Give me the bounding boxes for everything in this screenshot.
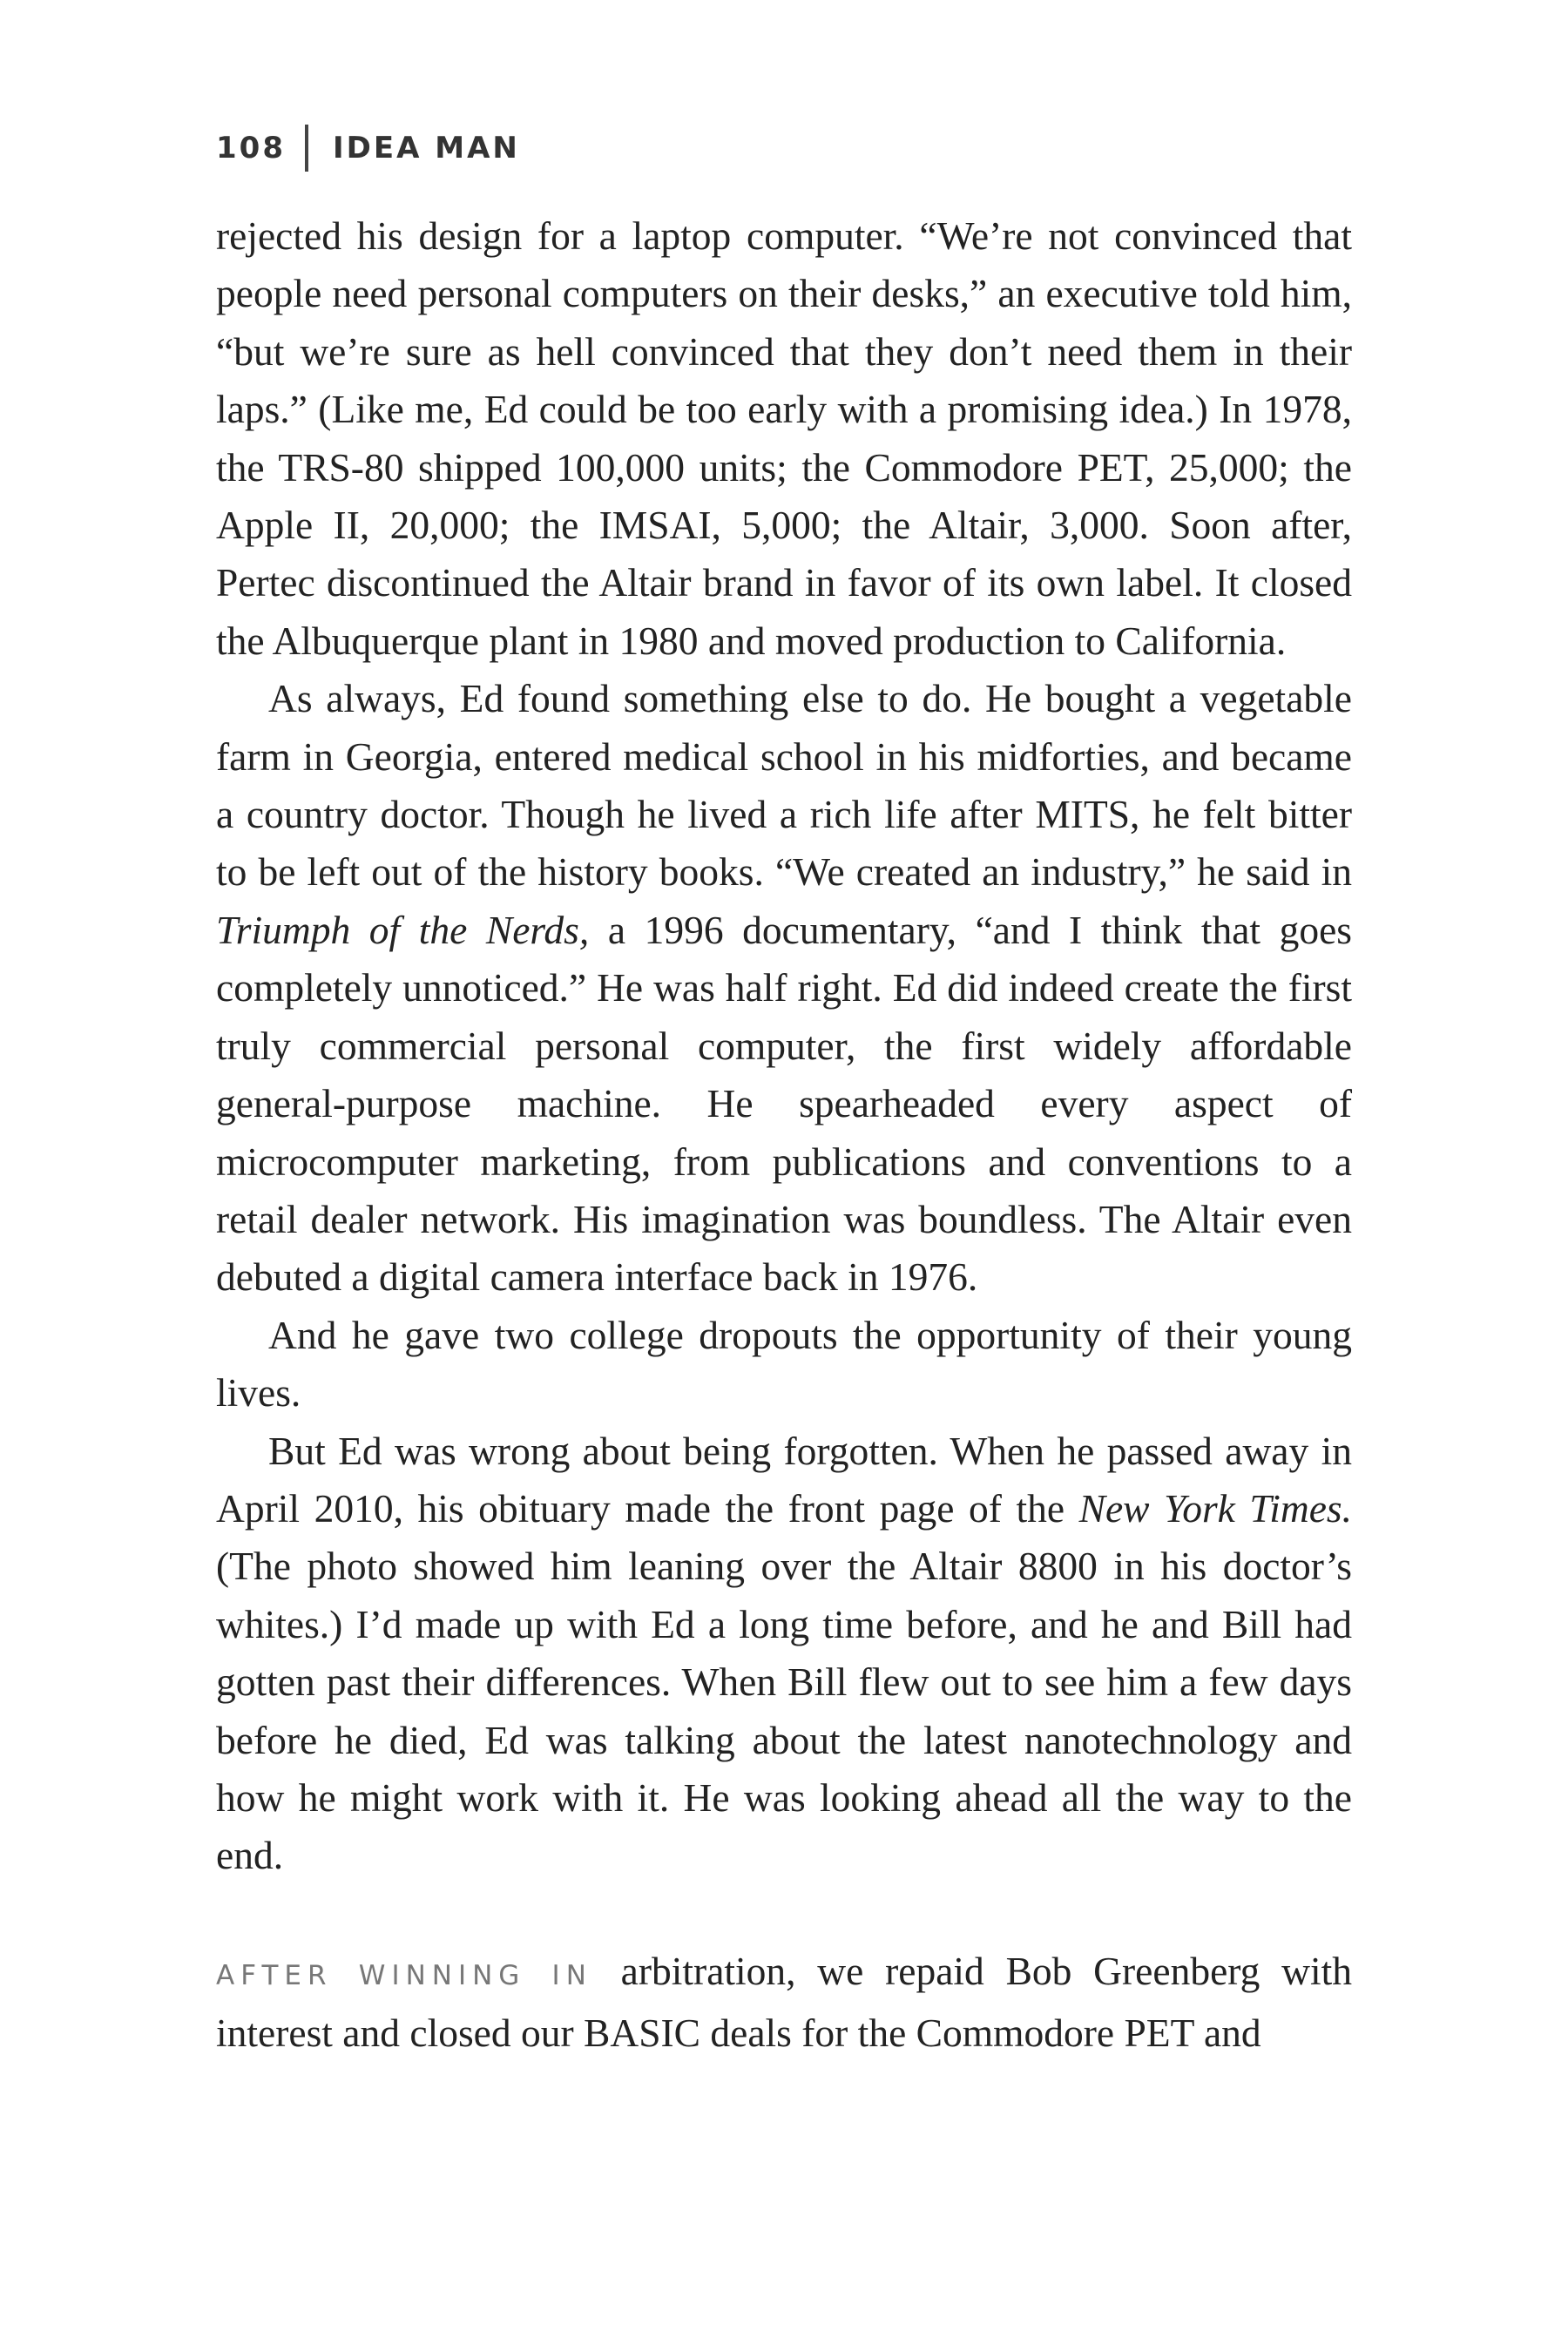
newspaper-title: New York Times. xyxy=(1078,1485,1352,1531)
header-divider xyxy=(305,125,308,172)
paragraph-4-text-b: (The photo showed him leaning over the Altair 8800 in his doctor’s whites.) I’d made up with Ed a long time before, and he and Bill had gotten past their differences. When Bill flew out to see him a few days before he died, Ed was talking about the latest nanotechnology and how he might work with it. He was looking ahead all the way to the end. xyxy=(216,1544,1352,1878)
paragraph-2 xyxy=(216,670,1352,1306)
page-number: 108 xyxy=(216,131,286,166)
section-lead-in: AFTER WINNING IN xyxy=(216,1959,592,1991)
paragraph-4 xyxy=(216,1423,1352,1885)
body-text xyxy=(216,207,1352,2063)
film-title: Triumph of the Nerds, xyxy=(216,907,590,952)
paragraph-2-text-a: As always, Ed found something else to do. He bought a vegetable farm in Georgia, entered medical school in his midforties, and became a country doctor. Though he lived a rich life after MITS, he felt bitter to be left out of the history books. “We created an industry,” he said in xyxy=(216,676,1352,895)
paragraph-1-text: rejected his design for a laptop computer. “We’re not convinced that people need personal computers on their desks,” an executive told him, “but we’re sure as hell convinced that they don’t need them in their laps.” (Like me, Ed could be too early with a promising idea.) In 1978, the TRS-80 shipped 100,000 units; the Commodore PET, 25,000; the Apple II, 20,000; the IMSAI, 5,000; the Altair, 3,000. Soon after, Pertec discontinued the Altair brand in favor of its own label. It closed the Albuquerque plant in 1980 and moved production to California. xyxy=(216,213,1352,663)
paragraph-1 xyxy=(216,207,1352,670)
paragraph-2-text-b: a 1996 documentary, “and I think that goes completely unnoticed.” He was half right. Ed did indeed create the first truly commercial personal computer, the first widely affordable general-purpose machine. He spearheaded every aspect of microcomputer marketing, from publications and conventions to a retail dealer network. His imagination was boundless. The Altair even debuted a digital camera interface back in 1976. xyxy=(216,907,1353,1300)
paragraph-4-text-a: But Ed was wrong about being forgotten. When he passed away in April 2010, his obituary made the front page of the xyxy=(216,1428,1352,1531)
paragraph-5 xyxy=(216,1943,1352,2063)
paragraph-3 xyxy=(216,1307,1352,1423)
running-head xyxy=(216,124,520,172)
book-title: IDEA MAN xyxy=(332,131,520,166)
paragraph-3-text: And he gave two college dropouts the opportunity of their young lives. xyxy=(216,1312,1352,1416)
paragraph-5-text: arbitration, we repaid Bob Greenberg with interest and closed our BASIC deals for the Commodore PET and xyxy=(216,1948,1353,2056)
